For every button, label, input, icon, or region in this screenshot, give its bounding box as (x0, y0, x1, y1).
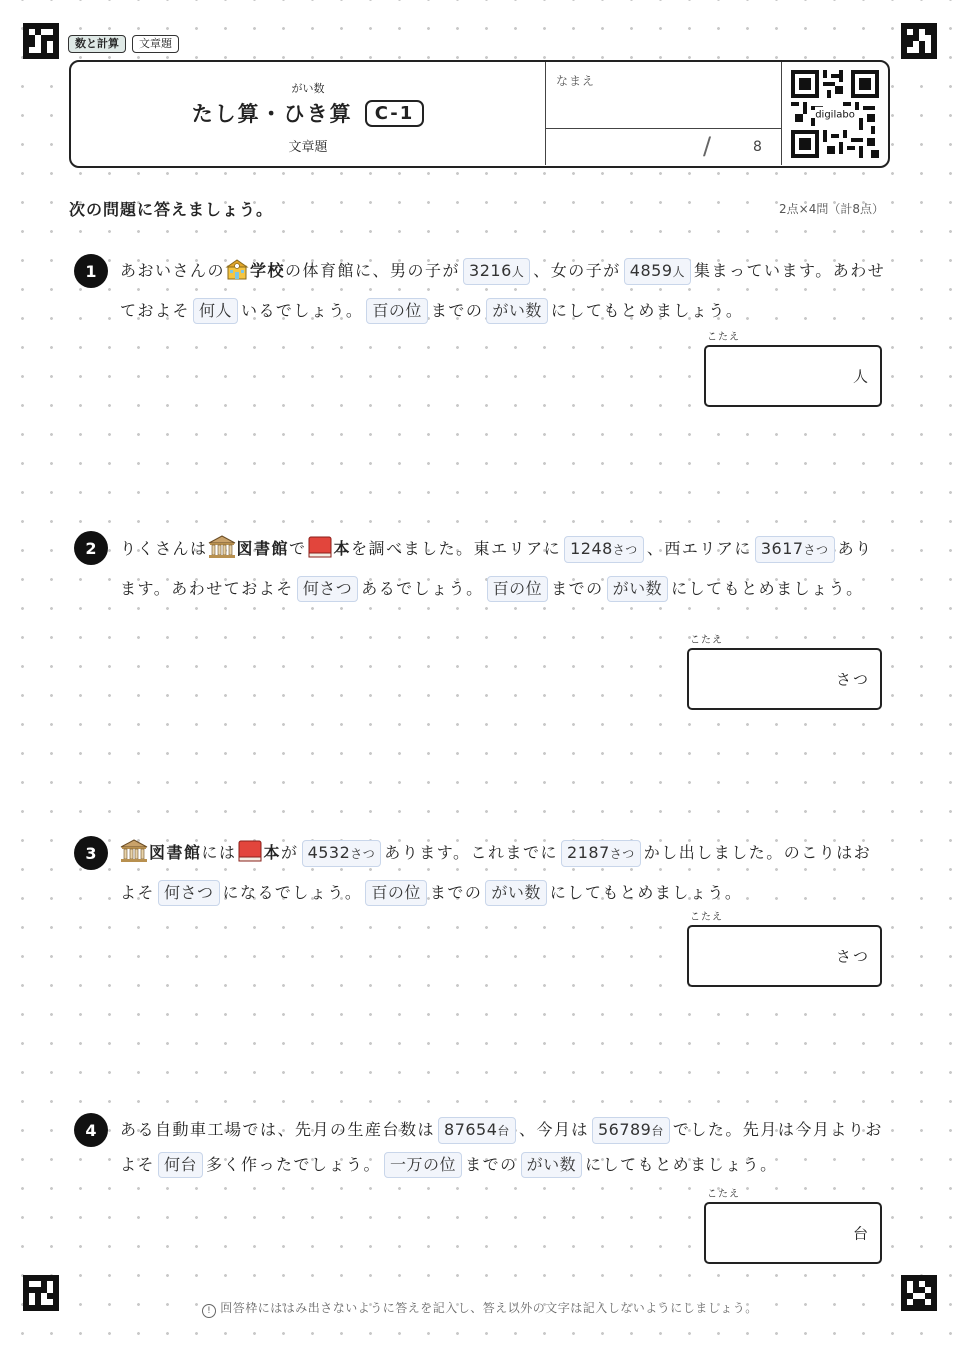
question-text-1 (120, 253, 888, 328)
score-slash: / (703, 132, 712, 160)
q4-text: にしてもとめましょう。 (585, 1155, 778, 1174)
q3-approx-chip: がい数 (485, 880, 547, 906)
q1-keyword-place: 学校 (250, 261, 286, 280)
q3-text: が (281, 843, 299, 862)
title-row (71, 98, 545, 128)
corner-marker-top-left (23, 23, 59, 59)
q1-text: の体育館に、男の子が (285, 261, 461, 280)
q3-text: までの (429, 883, 483, 902)
q2-text: りくさんは (120, 539, 208, 558)
q2-ask-chip: 何さつ (297, 576, 359, 602)
q3-text: になるでしょう。 (222, 883, 363, 902)
q1-text: にしてもとめましょう。 (550, 301, 744, 320)
q1-text: 集まっています。あわせておよそ (120, 261, 886, 320)
category-tag: 数と計算 (68, 35, 126, 53)
q3-keyword-item: 本 (263, 843, 282, 862)
q4-text: までの (465, 1155, 518, 1174)
q3-value-lent: 2187さつ (561, 840, 641, 867)
q2-keyword-place: 図書館 (236, 539, 290, 558)
score-total: 8 (753, 139, 762, 155)
answer-box-2[interactable] (687, 648, 882, 710)
question-number-4: 4 (74, 1113, 108, 1147)
question-number-1: 1 (74, 254, 108, 288)
q3-text: には (201, 843, 237, 862)
question-number-2: 2 (74, 531, 108, 565)
library-icon (208, 535, 236, 571)
q1-round-chip: 百の位 (366, 298, 428, 324)
q1-text: あおいさんの (120, 261, 226, 280)
q1-text: までの (430, 301, 484, 320)
answer-unit-4: 台 (852, 1224, 870, 1243)
q2-keyword-item: 本 (333, 539, 352, 558)
level-badge: C-1 (365, 100, 425, 127)
q2-text: あります。あわせておよそ (120, 539, 873, 598)
q3-ask-chip: 何さつ (158, 880, 220, 906)
page-subtitle: 文章題 (288, 140, 328, 155)
q4-round-chip: 一万の位 (384, 1152, 462, 1178)
answer-box-4[interactable] (704, 1202, 882, 1264)
q1-approx-chip: がい数 (486, 298, 548, 324)
q2-value-east: 1248さつ (564, 536, 644, 563)
answer-box-1[interactable] (704, 345, 882, 407)
q3-text: かし出しました。のこりはおよそ (120, 843, 872, 902)
instruction-heading: 次の問題に答えましょう。 (69, 200, 274, 219)
answer-label-1: こたえ (707, 332, 740, 343)
answer-unit-1: 人 (852, 367, 870, 386)
book-icon (237, 839, 263, 875)
question-text-2 (120, 531, 888, 606)
question-number-3: 3 (74, 836, 108, 870)
q2-text: を調べました。東エリアに (351, 539, 562, 558)
q4-value-this-month: 56789台 (592, 1117, 670, 1144)
answer-unit-3: さつ (835, 947, 870, 966)
q4-text: でした。先月は今月よりおよそ (120, 1120, 883, 1174)
name-field[interactable] (545, 62, 782, 129)
q3-value-total: 4532さつ (302, 840, 382, 867)
name-label: なまえ (556, 74, 596, 88)
answer-box-3[interactable] (687, 925, 882, 987)
worksheet-header (69, 60, 890, 168)
corner-marker-top-right (901, 23, 937, 59)
q4-ask-chip: 何台 (158, 1152, 203, 1178)
q1-text: 、女の子が (533, 261, 621, 280)
q4-text: ある自動車工場では、先月の生産台数は (120, 1120, 436, 1139)
book-icon (307, 535, 333, 571)
q2-text: で (289, 539, 307, 558)
tag-group (68, 35, 179, 53)
q4-value-last-month: 87654台 (438, 1117, 516, 1144)
score-field[interactable] (545, 129, 782, 165)
info-icon: ! (202, 1304, 216, 1318)
school-icon (225, 257, 249, 293)
question-text-3 (120, 835, 888, 910)
q2-round-chip: 百の位 (487, 576, 549, 602)
page-title: たし算・ひき算 (191, 102, 353, 126)
q2-text: までの (551, 579, 604, 598)
footer-text: 回答枠にははみ出さないように答えを記入し、答え以外の文字は記入しないようにしましょう。 (220, 1301, 758, 1315)
answer-label-2: こたえ (690, 635, 723, 646)
points-summary: 2点×4問（計8点） (779, 202, 884, 216)
q3-keyword-place: 図書館 (149, 843, 202, 862)
q1-value-boys: 3216人 (463, 258, 530, 285)
q1-value-girls: 4859人 (624, 258, 691, 285)
q2-text: 、西エリアに (646, 539, 752, 558)
qr-label: digilabo (815, 109, 855, 121)
type-tag: 文章題 (132, 35, 179, 53)
footer-note (0, 1299, 960, 1318)
q3-text: にしてもとめましょう。 (549, 883, 743, 902)
q4-text: 多く作ったでしょう。 (206, 1155, 382, 1174)
q1-text: いるでしょう。 (241, 301, 364, 320)
q3-round-chip: 百の位 (365, 880, 427, 906)
question-text-4 (120, 1112, 888, 1182)
q4-text: 、今月は (518, 1120, 589, 1139)
title-ruby: がい数 (291, 82, 325, 95)
answer-label-3: こたえ (690, 912, 723, 923)
title-area (71, 62, 546, 165)
q1-ask-chip: 何人 (193, 298, 238, 324)
qr-code-icon (791, 70, 879, 158)
answer-unit-2: さつ (835, 670, 870, 689)
q4-approx-chip: がい数 (521, 1152, 583, 1178)
q3-text: あります。これまでに (384, 843, 559, 862)
q2-text: にしてもとめましょう。 (671, 579, 864, 598)
answer-label-4: こたえ (707, 1189, 740, 1200)
q2-value-west: 3617さつ (755, 536, 835, 563)
q2-text: あるでしょう。 (361, 579, 484, 598)
q2-approx-chip: がい数 (607, 576, 669, 602)
library-icon (120, 839, 148, 875)
